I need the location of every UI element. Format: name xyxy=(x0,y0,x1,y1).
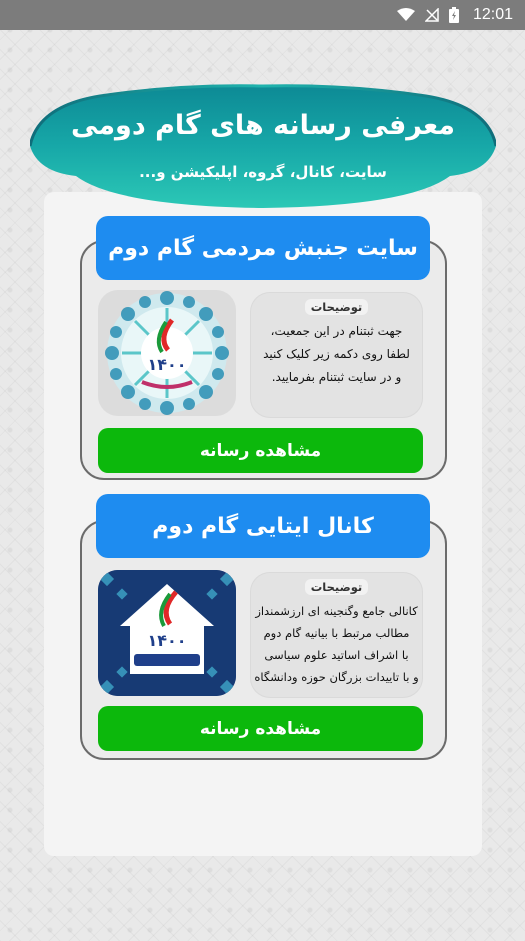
header-banner-shape xyxy=(30,84,496,208)
description-text xyxy=(254,320,419,389)
media-description xyxy=(250,572,423,698)
media-description xyxy=(250,292,423,418)
svg-text:۱۴۰۰: ۱۴۰۰ xyxy=(147,631,187,650)
view-media-button[interactable]: مشاهده رسانه xyxy=(98,428,423,473)
media-card-title: سایت جنبش مردمی گام دوم xyxy=(96,216,430,280)
description-line: و در سایت ثبتنام بفرمایید. xyxy=(271,370,402,384)
battery-icon xyxy=(449,7,459,23)
description-line: و با تاییدات بزرگان حوزه ودانشگاه xyxy=(254,670,419,684)
wifi-icon xyxy=(397,8,415,22)
description-label: توضیحات xyxy=(305,299,369,315)
description-line: جهت ثبتنام در این جمعیت، xyxy=(270,324,403,338)
page-header xyxy=(30,84,496,208)
view-media-button[interactable]: مشاهده رسانه xyxy=(98,706,423,751)
gam-dovom-logo-icon xyxy=(98,290,236,416)
status-time: 12:01 xyxy=(472,6,513,23)
page-title: معرفی رسانه های گام دومی xyxy=(71,110,455,141)
description-line: مطالب مرتبط با بیانیه گام دوم xyxy=(263,626,410,640)
description-line: لطفا روی دکمه زیر کلیک کنید xyxy=(263,347,410,361)
description-text xyxy=(254,600,419,688)
description-line: با اشراف اساتید علوم سیاسی xyxy=(264,648,409,662)
description-label: توضیحات xyxy=(305,579,369,595)
page-subtitle: سایت، کانال، گروه، اپلیکیشن و... xyxy=(139,163,387,181)
description-line: کانالی جامع وگنجینه ای ارزشمنداز xyxy=(255,604,418,618)
svg-text:۱۴۰۰: ۱۴۰۰ xyxy=(147,355,187,374)
status-bar xyxy=(0,0,525,30)
media-card-title: کانال ایتایی گام دوم xyxy=(96,494,430,558)
no-signal-icon xyxy=(425,8,439,22)
gam-dovom-channel-logo-icon xyxy=(98,570,236,696)
